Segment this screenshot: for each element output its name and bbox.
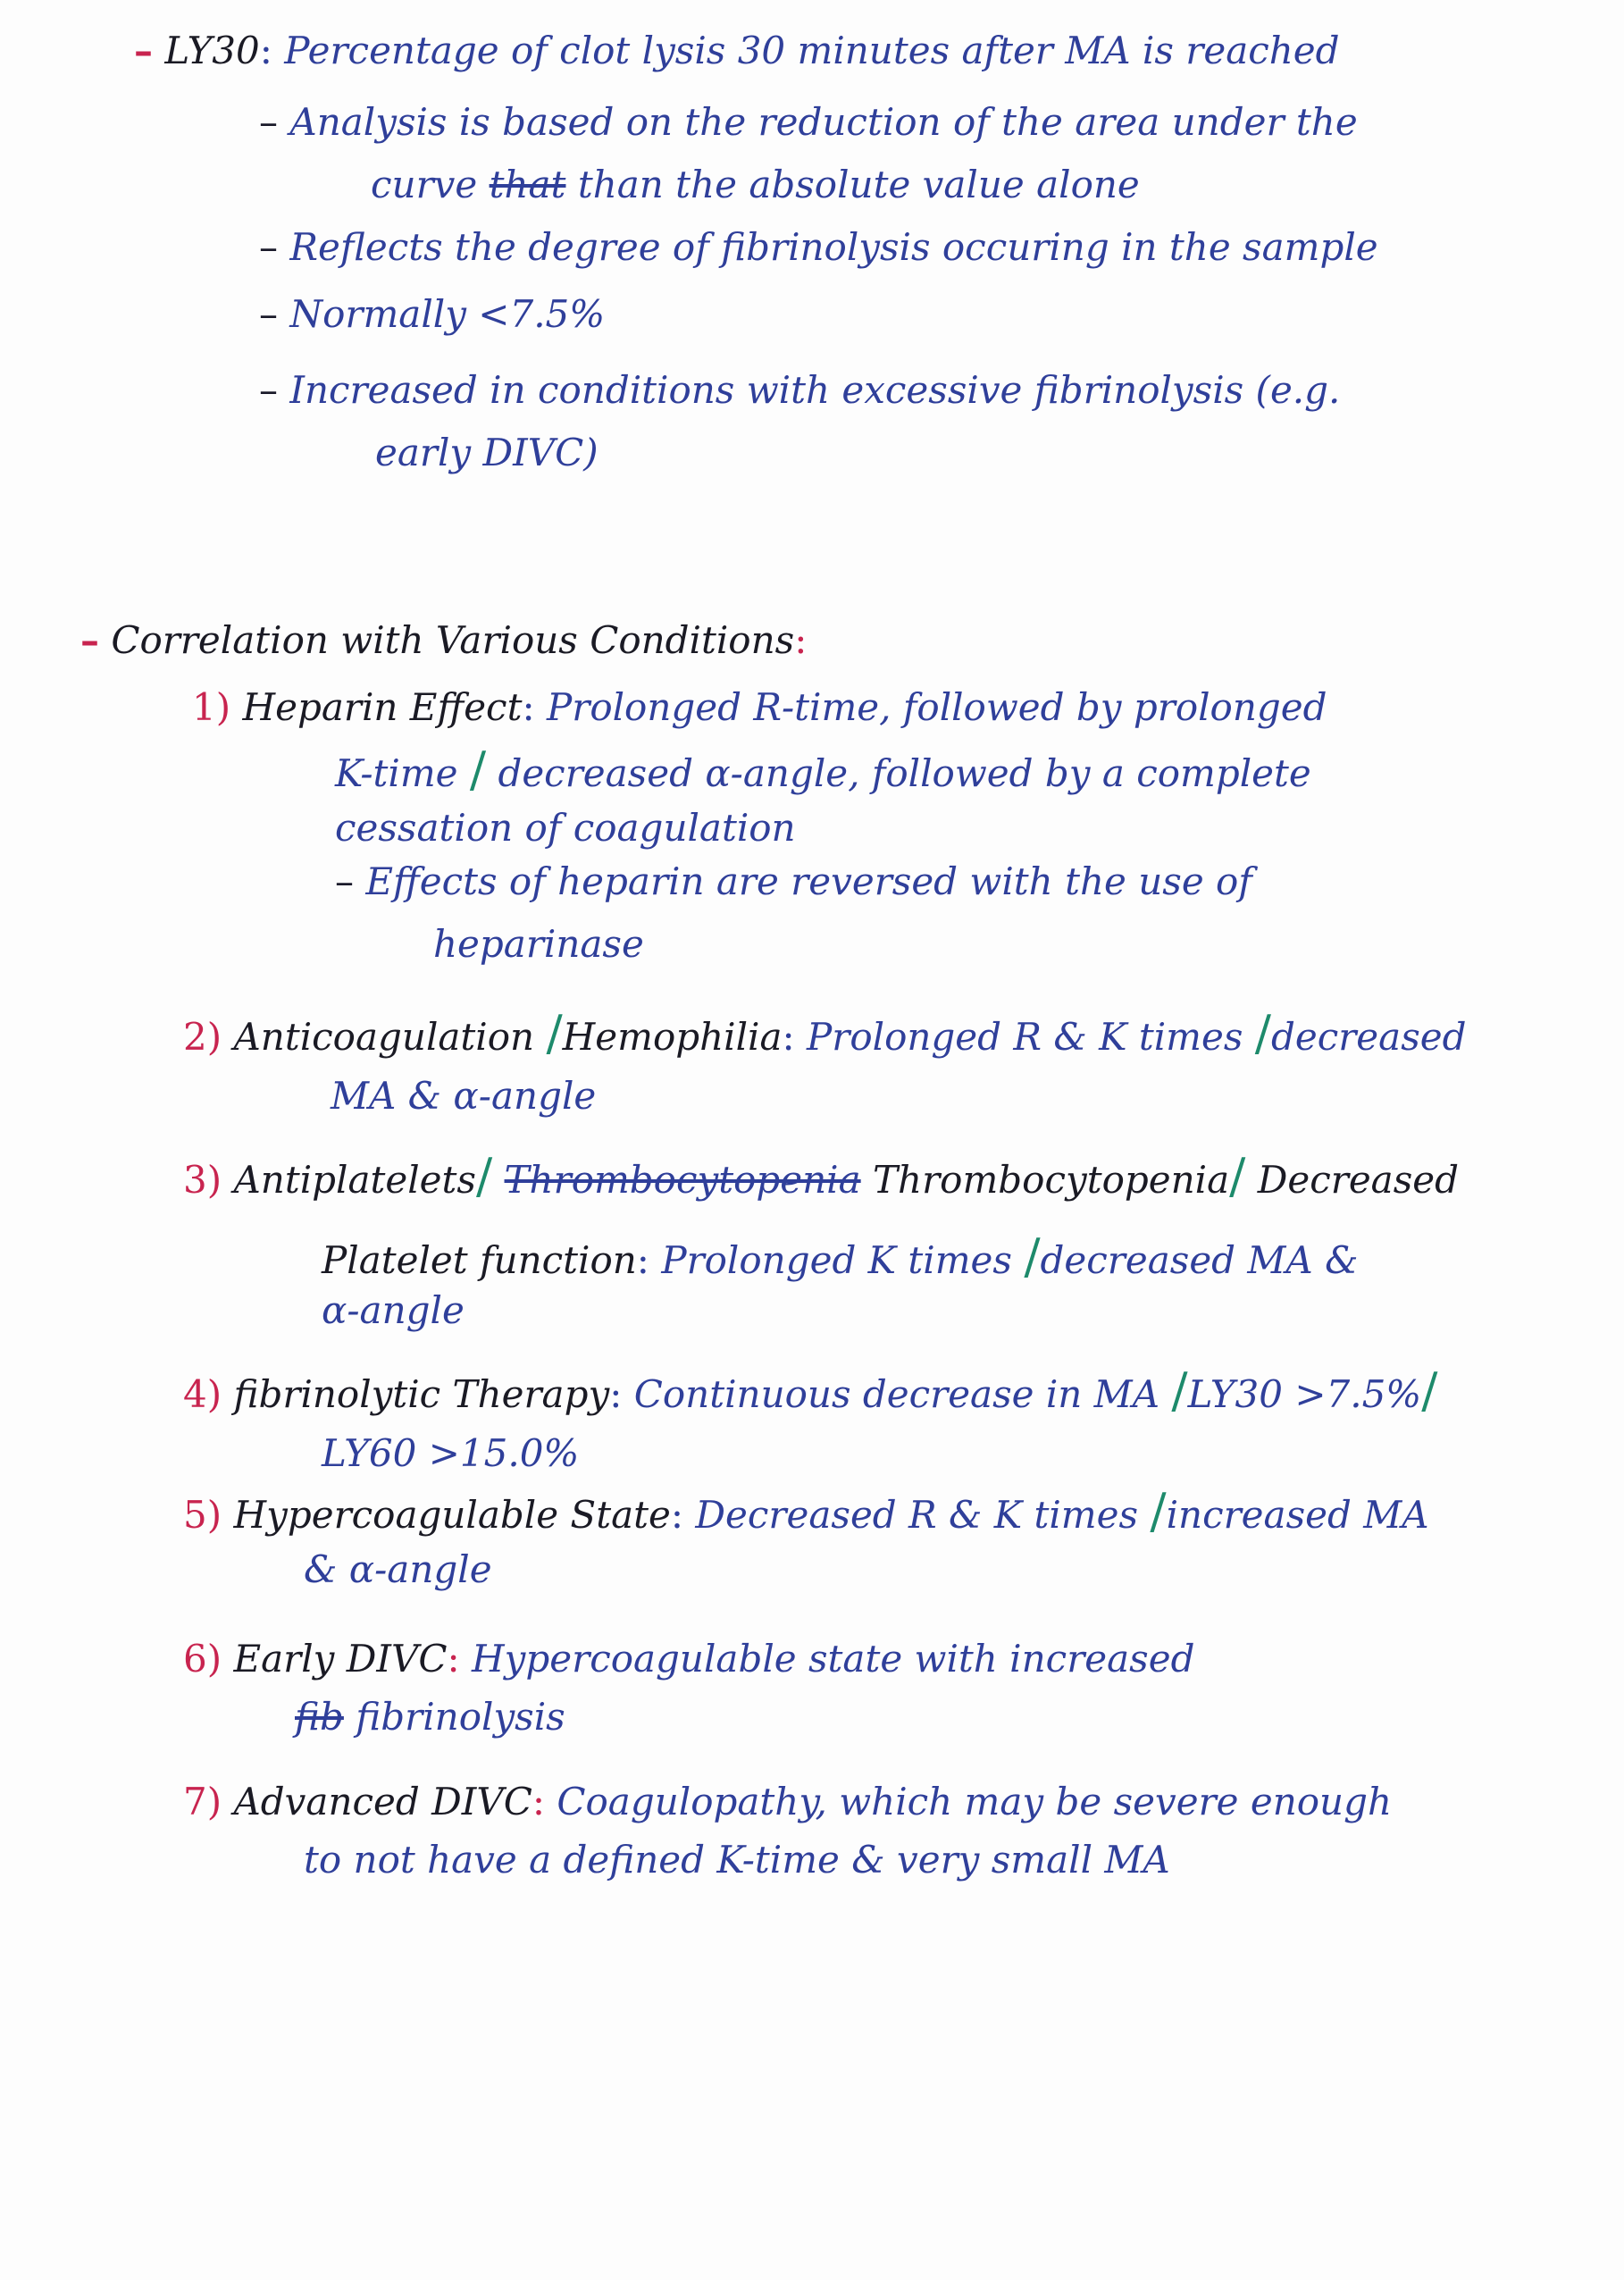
ly30-bullet-4-text: Increased in conditions with excessive fibrinolysis (e.g. (289, 368, 1341, 412)
condition-description: Decreased R & K times (695, 1493, 1139, 1537)
condition-description: Coagulopathy, which may be severe enough (557, 1780, 1393, 1823)
condition-1-subbullet-continuation (433, 920, 644, 968)
condition-3-line-1 (183, 1148, 1460, 1204)
condition-description: Continuous decrease in MA (633, 1372, 1160, 1416)
condition-description: & α-angle (304, 1547, 492, 1591)
bullet-dash: – (259, 100, 278, 144)
condition-term: fibrinolytic Therapy (233, 1372, 610, 1416)
ly30-definition: Percentage of clot lysis 30 minutes after MA is reached (284, 29, 1340, 72)
continuation-text: early DIVC) (375, 431, 599, 474)
condition-description: cessation of coagulation (335, 806, 796, 850)
separator-slash: / (546, 1005, 563, 1061)
colon: : (532, 1780, 546, 1823)
condition-description: α-angle (322, 1288, 465, 1332)
colon: : (259, 29, 272, 72)
condition-description: increased MA (1166, 1493, 1429, 1537)
condition-4-line-2 (322, 1429, 579, 1478)
item-number: 7) (183, 1780, 222, 1823)
condition-description: Hypercoagulable state with increased (472, 1637, 1195, 1681)
condition-term: Hypercoagulable State (233, 1493, 671, 1537)
ly30-bullet-1-continuation (371, 161, 1140, 209)
item-number: 2) (183, 1015, 222, 1059)
condition-4-line-1 (183, 1362, 1438, 1419)
ly30-bullet-1-text: Analysis is based on the reduction of the area under the (289, 100, 1358, 144)
condition-term: Thrombocytopenia (873, 1158, 1230, 1202)
condition-5-line-2 (304, 1546, 492, 1594)
separator-slash: / (475, 1148, 493, 1204)
condition-7-line-2 (304, 1836, 1170, 1884)
condition-3-line-3 (322, 1287, 465, 1335)
condition-6-line-2 (295, 1693, 565, 1741)
subbullet-text: heparinase (433, 922, 644, 966)
colon: : (782, 1015, 795, 1059)
condition-description: LY30 >7.5% (1187, 1372, 1422, 1416)
separator-slash: / (1024, 1228, 1041, 1285)
struck-word: that (489, 163, 566, 206)
condition-term: Platelet function (322, 1238, 637, 1282)
condition-term: Decreased (1257, 1158, 1460, 1202)
condition-description: LY60 >15.0% (322, 1431, 580, 1475)
item-number: 4) (183, 1372, 222, 1416)
correlation-heading: Correlation with Various Conditions (111, 618, 795, 662)
condition-term: Early DIVC (233, 1637, 448, 1681)
condition-3-line-2 (322, 1228, 1359, 1285)
condition-5-line-1 (183, 1483, 1429, 1539)
ly30-bullet-1 (259, 98, 1358, 147)
condition-term: Advanced DIVC (233, 1780, 532, 1823)
item-number: 3) (183, 1158, 222, 1202)
condition-description: to not have a defined K-time & very small MA (304, 1838, 1170, 1882)
struck-word: Thrombocytopenia (504, 1158, 861, 1202)
condition-term: Anticoagulation (233, 1015, 535, 1059)
condition-description: fibrinolysis (356, 1695, 565, 1739)
bullet-dash: – (134, 29, 153, 72)
condition-description: Prolonged R & K times (807, 1015, 1243, 1059)
colon: : (447, 1637, 460, 1681)
ly30-bullet-3-text: Normally <7.5% (289, 292, 606, 336)
colon: : (670, 1493, 684, 1537)
bullet-dash: – (259, 292, 278, 336)
condition-1-line-3 (335, 804, 796, 852)
condition-description: Prolonged R-time, followed by prolonged (546, 685, 1327, 729)
ly30-bullet-4 (259, 366, 1340, 415)
condition-6-line-1 (183, 1635, 1194, 1683)
ly30-term: LY30 (164, 29, 260, 72)
condition-description: decreased MA & (1040, 1238, 1359, 1282)
condition-2-line-1 (183, 1005, 1467, 1061)
ly30-bullet-4-continuation (375, 429, 599, 477)
condition-description: decreased α-angle, followed by a complete (498, 751, 1311, 795)
correlation-heading-line (80, 616, 807, 665)
item-number: 6) (183, 1637, 222, 1681)
ly30-bullet-3 (259, 290, 605, 339)
condition-description: MA & α-angle (331, 1074, 597, 1118)
continuation-text: than the absolute value alone (577, 163, 1140, 206)
separator-slash: / (1150, 1483, 1167, 1539)
separator-slash: / (1421, 1362, 1438, 1419)
condition-1-line-2 (335, 742, 1311, 798)
condition-term: Hemophilia (562, 1015, 783, 1059)
colon: : (609, 1372, 623, 1416)
condition-term: Heparin Effect (242, 685, 523, 729)
condition-description: Prolonged K times (661, 1238, 1012, 1282)
bullet-dash: – (259, 368, 278, 412)
condition-term: Antiplatelets (233, 1158, 476, 1202)
colon: : (522, 685, 535, 729)
separator-slash: / (1229, 1148, 1246, 1204)
ly30-bullet-2-text: Reflects the degree of fibrinolysis occuring in the sample (289, 225, 1378, 269)
item-number: 5) (183, 1493, 222, 1537)
condition-1-subbullet (335, 858, 1252, 906)
ly30-definition-line (134, 27, 1340, 75)
separator-slash: / (469, 742, 487, 798)
separator-slash: / (1171, 1362, 1188, 1419)
separator-slash: / (1254, 1005, 1271, 1061)
colon: : (794, 618, 808, 662)
continuation-text: curve (371, 163, 478, 206)
subbullet-text: Effects of heparin are reversed with the use of (365, 859, 1252, 903)
ly30-bullet-2 (259, 223, 1378, 272)
condition-2-line-2 (331, 1072, 596, 1120)
condition-description: decreased (1270, 1015, 1467, 1059)
colon: : (636, 1238, 649, 1282)
condition-1-line-1 (192, 683, 1327, 732)
condition-description: K-time (335, 751, 458, 795)
item-number: 1) (192, 685, 231, 729)
bullet-dash: – (259, 225, 278, 269)
struck-word: fib (295, 1695, 344, 1739)
bullet-dash: – (335, 859, 354, 903)
bullet-dash: – (80, 618, 99, 662)
condition-7-line-1 (183, 1778, 1392, 1826)
